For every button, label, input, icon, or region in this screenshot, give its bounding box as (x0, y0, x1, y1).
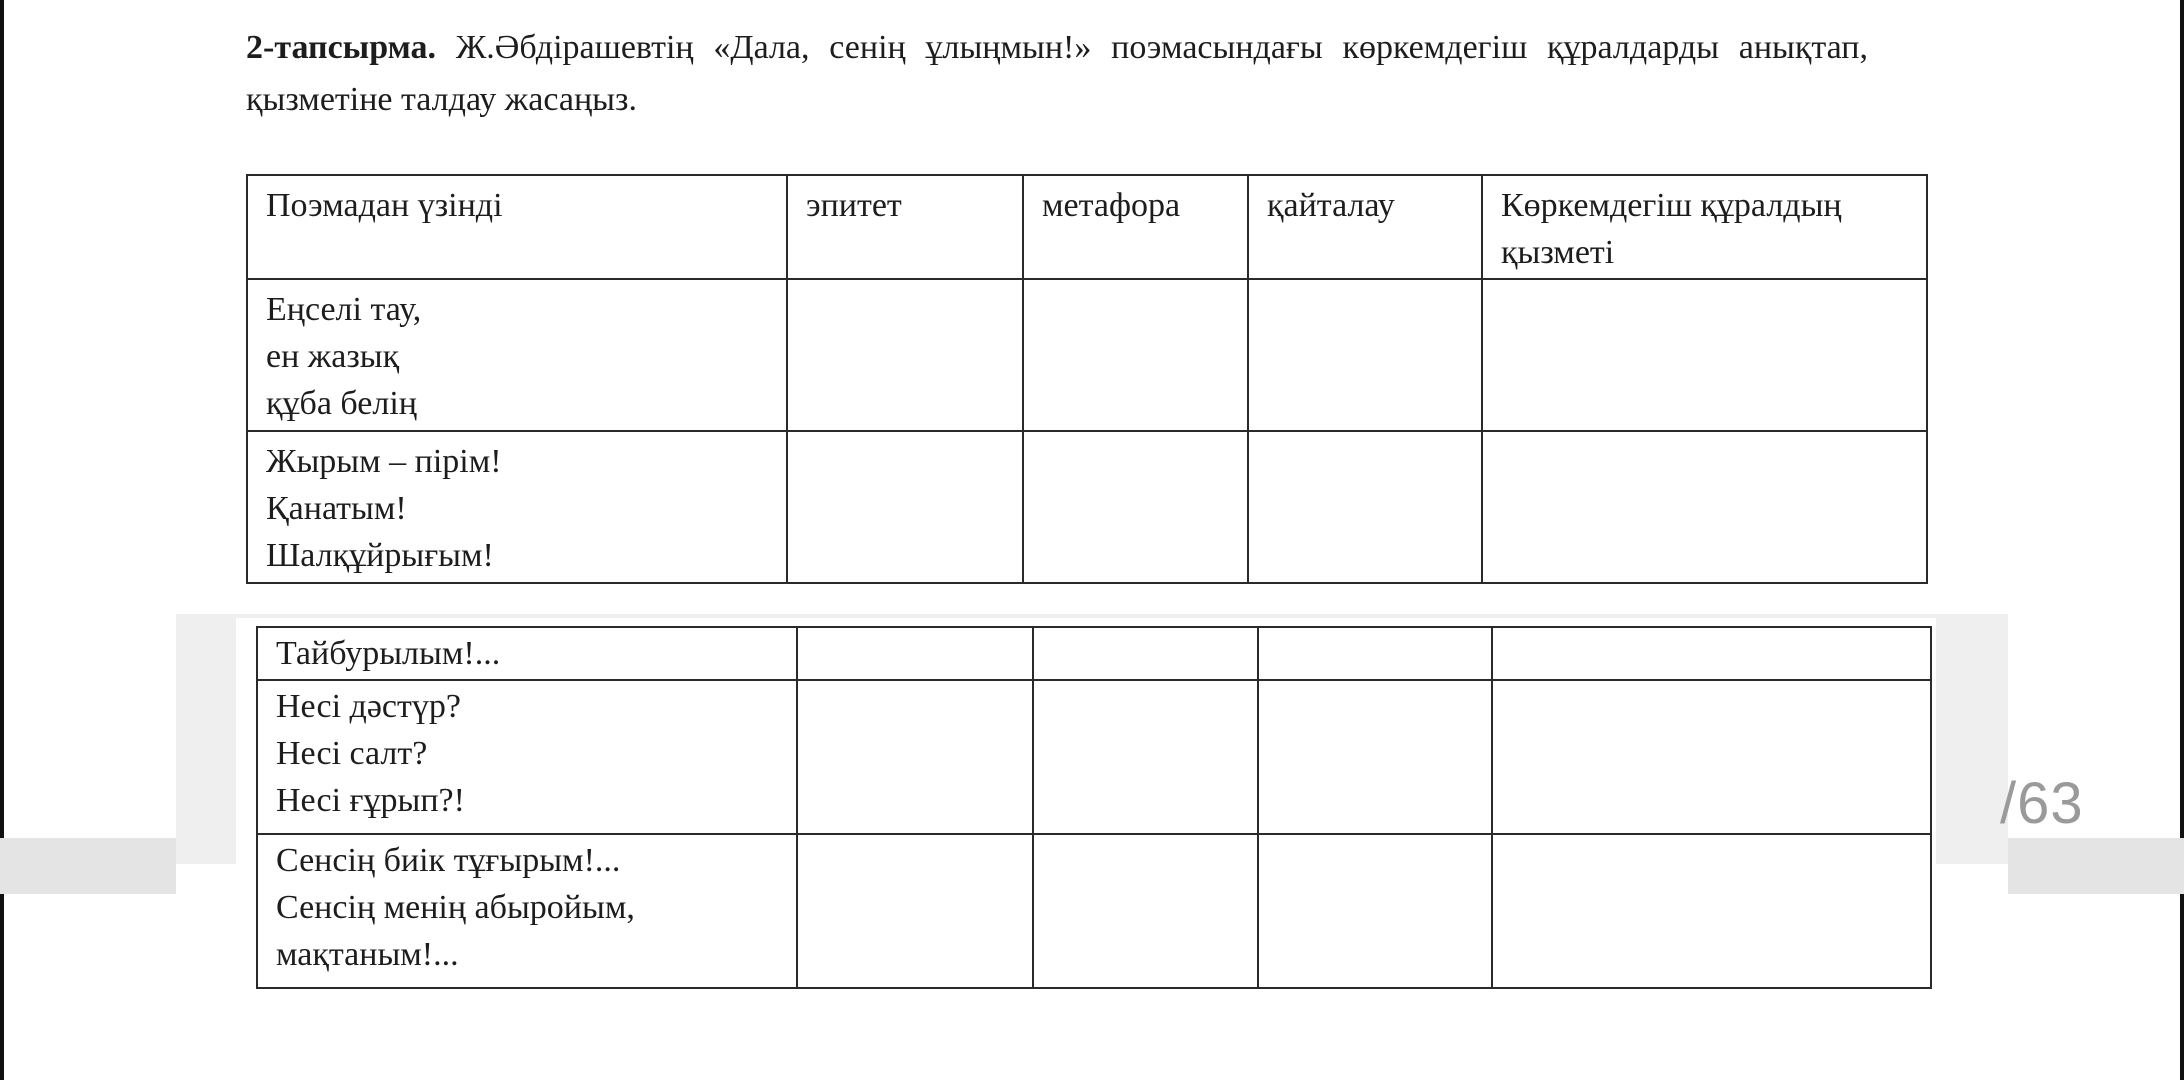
cell-epithet[interactable] (787, 431, 1023, 583)
page-number-value: 63 (2017, 771, 2084, 836)
table-row (247, 431, 1927, 583)
cell-repetition[interactable] (1258, 627, 1492, 680)
frame-left-edge (0, 0, 4, 1080)
table-row (247, 279, 1927, 431)
header-metaphor: метафора (1023, 175, 1248, 279)
cell-epithet[interactable] (797, 680, 1033, 834)
cell-metaphor[interactable] (1033, 680, 1258, 834)
task-label: 2-тапсырма. (246, 29, 437, 66)
row-excerpt: Несі дәстүр? Несі салт? Несі ғұрып?! (257, 680, 797, 834)
table-header-row (247, 175, 1927, 279)
cell-function[interactable] (1482, 431, 1927, 583)
cell-epithet[interactable] (797, 834, 1033, 988)
table-row (257, 680, 1931, 834)
cell-repetition[interactable] (1258, 680, 1492, 834)
viewer-strip-right (2008, 838, 2184, 894)
header-repetition: қайталау (1248, 175, 1482, 279)
header-excerpt: Поэмадан үзінді (247, 175, 787, 279)
cell-metaphor[interactable] (1023, 279, 1248, 431)
cell-metaphor[interactable] (1033, 627, 1258, 680)
analysis-table-bottom (256, 626, 1932, 989)
row-excerpt: Жырым – пірім! Қанатым! Шалқұйрығым! (247, 431, 787, 583)
cell-epithet[interactable] (787, 279, 1023, 431)
row-excerpt: Тайбурылым!... (257, 627, 797, 680)
page-number: /63 (2000, 771, 2084, 836)
cell-function[interactable] (1492, 680, 1931, 834)
analysis-table-top (246, 174, 1928, 584)
table-row (257, 834, 1931, 988)
header-function: Көркемдегіш құралдың қызметі (1482, 175, 1927, 279)
cell-epithet[interactable] (797, 627, 1033, 680)
table-row (257, 627, 1931, 680)
cell-function[interactable] (1482, 279, 1927, 431)
cell-metaphor[interactable] (1033, 834, 1258, 988)
task-text: Ж.Әбдірашевтің «Дала, сенің ұлыңмын!» поэмасындағы көркемдегіш құралдарды анықтап, қызметіне талдау жасаңыз. (246, 29, 1869, 118)
viewer-strip-left (0, 838, 176, 894)
task-paragraph (246, 22, 1868, 126)
cell-function[interactable] (1492, 627, 1931, 680)
header-epithet: эпитет (787, 175, 1023, 279)
cell-repetition[interactable] (1258, 834, 1492, 988)
row-excerpt: Сенсің биік тұғырым!... Сенсің менің абыройым, мақтаным!... (257, 834, 797, 988)
cell-function[interactable] (1492, 834, 1931, 988)
cell-metaphor[interactable] (1023, 431, 1248, 583)
row-excerpt: Еңселі тау, ен жазық құба белің (247, 279, 787, 431)
cell-repetition[interactable] (1248, 431, 1482, 583)
frame-right-edge (2180, 0, 2184, 1080)
cell-repetition[interactable] (1248, 279, 1482, 431)
